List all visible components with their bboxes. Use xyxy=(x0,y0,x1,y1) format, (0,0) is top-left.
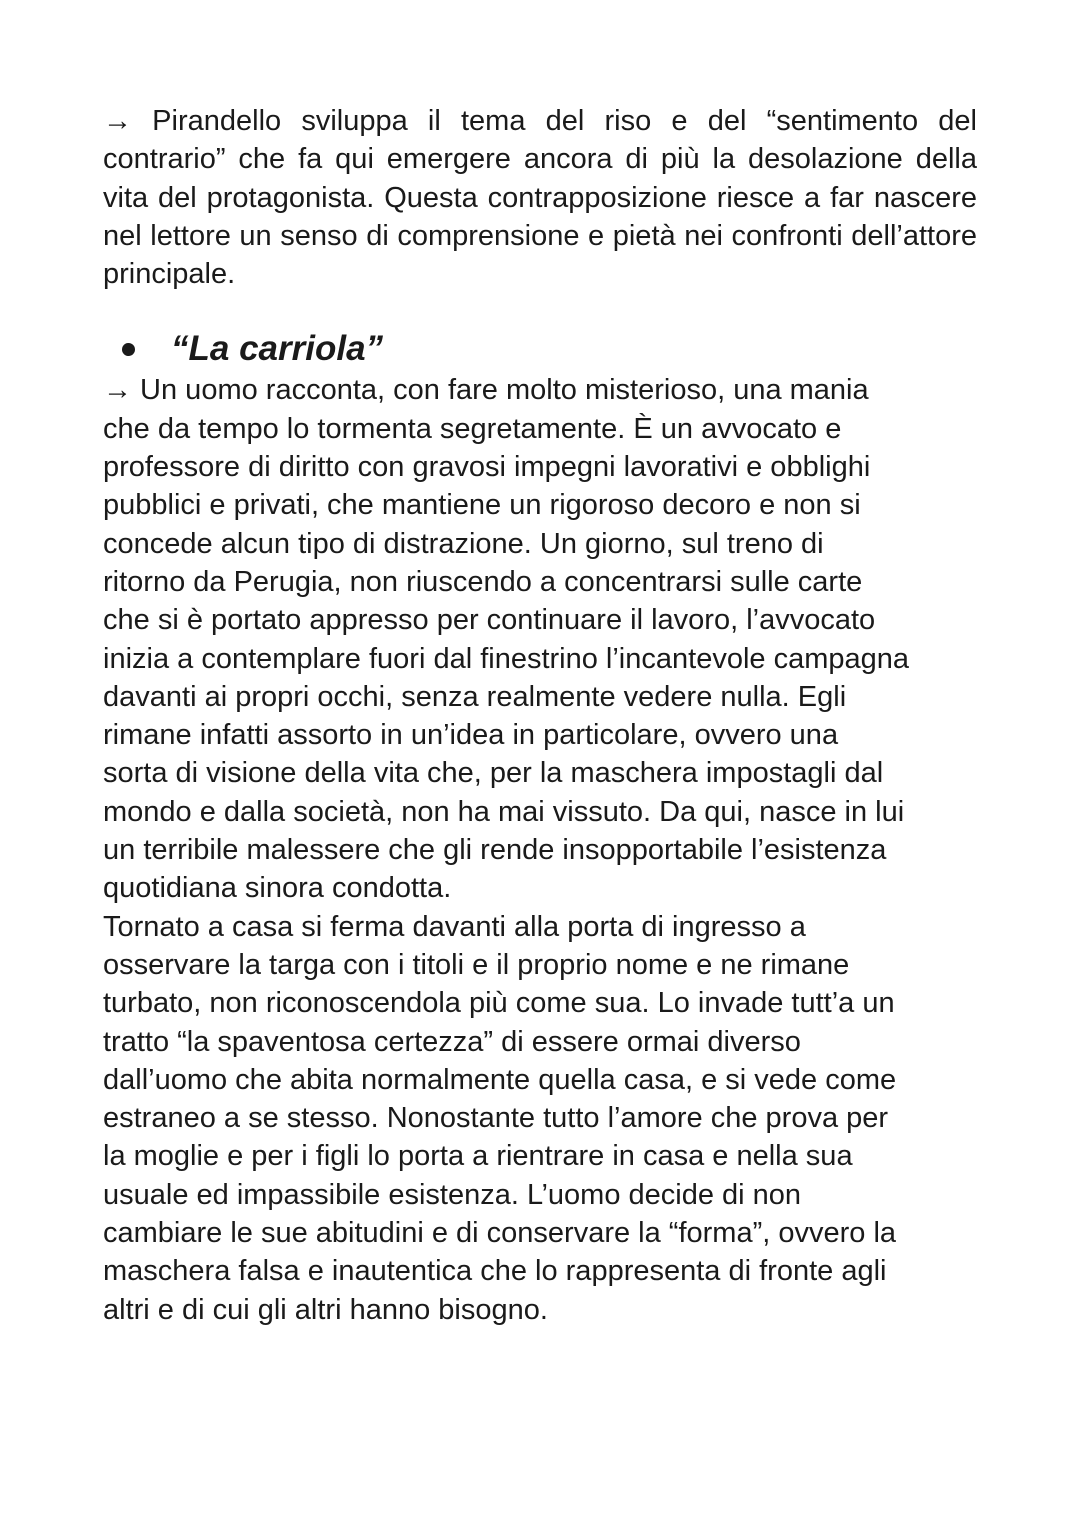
text-line: pubblici e privati, che mantiene un rigoroso decoro e non si xyxy=(103,489,861,522)
text-line: quotidiana sinora condotta. xyxy=(103,872,452,905)
text-line: tratto “la spaventosa certezza” di essere ormai diverso xyxy=(103,1025,801,1058)
text-line: sorta di visione della vita che, per la maschera impostagli dal xyxy=(103,757,884,790)
text-line: Tornato a casa si ferma davanti alla porta di ingresso a xyxy=(103,910,806,943)
text-line: rimane infatti assorto in un’idea in particolare, ovvero una xyxy=(103,719,839,752)
text-line: concede alcun tipo di distrazione. Un giorno, sul treno di xyxy=(103,527,824,560)
text-line: professore di diritto con gravosi impegni lavorativi e obblighi xyxy=(103,451,871,484)
text-line: mondo e dalla società, non ha mai vissuto. Da qui, nasce in lui xyxy=(103,795,905,828)
text-line: osservare la targa con i titoli e il proprio nome e ne rimane xyxy=(103,948,850,981)
section-heading xyxy=(103,327,977,371)
text-line: ritorno da Perugia, non riuscendo a concentrarsi sulle carte xyxy=(103,565,863,598)
text-line: turbato, non riconoscendola più come sua. Lo invade tutt’a un xyxy=(103,987,895,1020)
text-line: che da tempo lo tormenta segretamente. È un avvocato e xyxy=(103,412,842,445)
text-line: estraneo a se stesso. Nonostante tutto l’amore che prova per xyxy=(103,1102,889,1135)
text-line: davanti ai propri occhi, senza realmente vedere nulla. Egli xyxy=(103,680,847,713)
text-line: la moglie e per i figli lo porta a rientrare in casa e nella sua xyxy=(103,1140,853,1173)
text-line: che si è portato appresso per continuare il lavoro, l’avvocato xyxy=(103,604,876,637)
text-line: altri e di cui gli altri hanno bisogno. xyxy=(103,1293,548,1326)
document-page xyxy=(103,102,977,1329)
section-title: “La carriola” xyxy=(171,329,384,369)
text-line: → Un uomo racconta, con fare molto misterioso, una mania xyxy=(103,374,869,407)
summary-paragraph-1 xyxy=(103,371,977,907)
summary-paragraph-2 xyxy=(103,908,977,1329)
text-line: inizia a contemplare fuori dal finestrino l’incantevole campagna xyxy=(103,642,910,675)
text-line: dall’uomo che abita normalmente quella casa, e si vede come xyxy=(103,1063,897,1096)
text-line: cambiare le sue abitudini e di conservare la “forma”, ovvero la xyxy=(103,1217,897,1250)
text-line: maschera falsa e inautentica che lo rappresenta di fronte agli xyxy=(103,1255,887,1288)
text-line: usuale ed impassibile esistenza. L’uomo decide di non xyxy=(103,1178,802,1211)
intro-paragraph: → Pirandello sviluppa il tema del riso e del “sentimento del contrario” che fa qui emergere ancora di più la desolazione della vita del protagonista. Questa contrapposizione riesce a far nascere nel lettore un senso di comprensione e pietà nei confronti dell’attore principale. xyxy=(103,105,977,291)
bullet-icon xyxy=(122,343,135,356)
text-line: un terribile malessere che gli rende insopportabile l’esistenza xyxy=(103,834,887,867)
